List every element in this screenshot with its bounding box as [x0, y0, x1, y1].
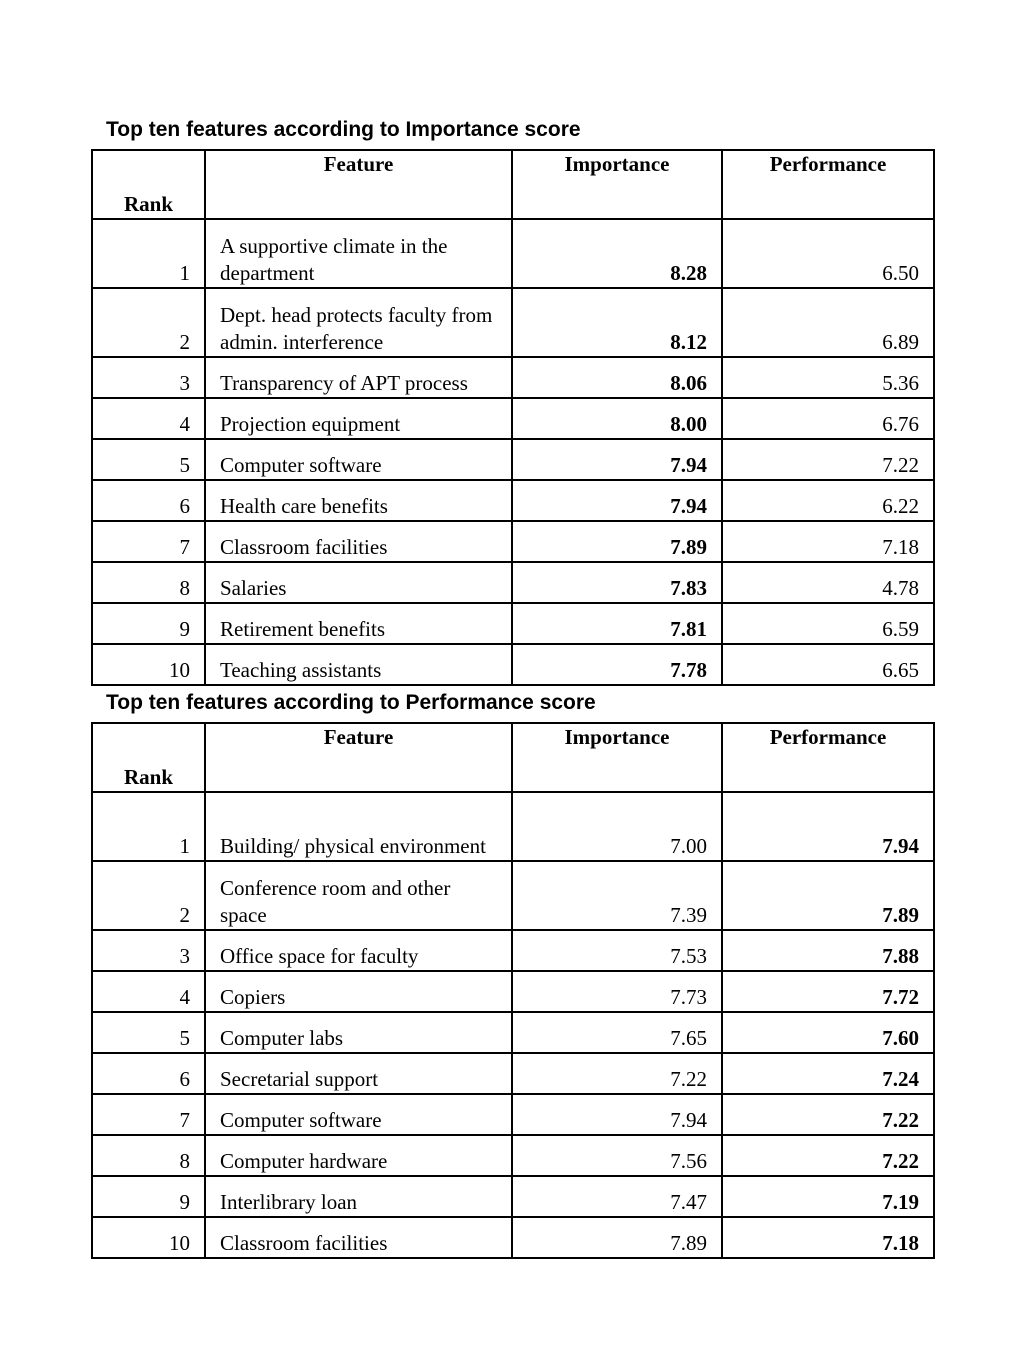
table-row: [92, 930, 934, 971]
importance-cell: 7.47: [512, 1176, 722, 1217]
rank-cell: 10: [92, 644, 205, 685]
rank-cell: 5: [92, 1012, 205, 1053]
rank-cell: 3: [92, 930, 205, 971]
performance-cell: 7.18: [722, 521, 934, 562]
importance-cell: 7.94: [512, 439, 722, 480]
rank-cell: 9: [92, 1176, 205, 1217]
performance-cell: 6.22: [722, 480, 934, 521]
performance-cell: 7.22: [722, 439, 934, 480]
importance-column-header: Importance: [512, 150, 722, 219]
feature-cell: Computer software: [205, 439, 512, 480]
rank-cell: 7: [92, 1094, 205, 1135]
performance-cell: 7.72: [722, 971, 934, 1012]
rank-cell: 5: [92, 439, 205, 480]
importance-table-title: Top ten features according to Importance score: [106, 118, 581, 141]
rank-cell: 8: [92, 562, 205, 603]
performance-column-header: Performance: [722, 723, 934, 792]
rank-cell: 8: [92, 1135, 205, 1176]
importance-column-header: Importance: [512, 723, 722, 792]
importance-cell: 7.89: [512, 521, 722, 562]
performance-cell: 7.89: [722, 861, 934, 930]
rank-cell: 7: [92, 521, 205, 562]
table-row: [92, 1094, 934, 1135]
feature-cell: Teaching assistants: [205, 644, 512, 685]
table-row: [92, 562, 934, 603]
importance-cell: 7.83: [512, 562, 722, 603]
importance-cell: 8.28: [512, 219, 722, 288]
table-row: [92, 792, 934, 861]
feature-cell: A supportive climate in the department: [205, 219, 512, 288]
table-row: [92, 861, 934, 930]
performance-cell: 7.22: [722, 1135, 934, 1176]
table-row: [92, 1176, 934, 1217]
table-row: [92, 971, 934, 1012]
importance-cell: 7.89: [512, 1217, 722, 1258]
performance-column-header: Performance: [722, 150, 934, 219]
feature-cell: Transparency of APT process: [205, 357, 512, 398]
importance-cell: 7.94: [512, 1094, 722, 1135]
importance-ranking-table: [91, 149, 935, 686]
importance-cell: 7.73: [512, 971, 722, 1012]
feature-cell: Interlibrary loan: [205, 1176, 512, 1217]
performance-cell: 6.89: [722, 288, 934, 357]
importance-cell: 7.65: [512, 1012, 722, 1053]
importance-cell: 7.53: [512, 930, 722, 971]
feature-cell: Health care benefits: [205, 480, 512, 521]
performance-cell: 7.88: [722, 930, 934, 971]
performance-ranking-table: [91, 722, 935, 1259]
rank-cell: 6: [92, 1053, 205, 1094]
importance-cell: 7.39: [512, 861, 722, 930]
feature-cell: Retirement benefits: [205, 603, 512, 644]
feature-cell: Classroom facilities: [205, 521, 512, 562]
feature-column-header: Feature: [205, 150, 512, 219]
feature-cell: Computer hardware: [205, 1135, 512, 1176]
importance-cell: 7.00: [512, 792, 722, 861]
rank-cell: 1: [92, 792, 205, 861]
performance-cell: 7.24: [722, 1053, 934, 1094]
rank-cell: 9: [92, 603, 205, 644]
importance-cell: 7.78: [512, 644, 722, 685]
feature-cell: Computer software: [205, 1094, 512, 1135]
performance-cell: 6.59: [722, 603, 934, 644]
performance-cell: 6.76: [722, 398, 934, 439]
rank-cell: 10: [92, 1217, 205, 1258]
table-row: [92, 288, 934, 357]
feature-cell: Classroom facilities: [205, 1217, 512, 1258]
table-row: [92, 219, 934, 288]
rank-cell: 6: [92, 480, 205, 521]
importance-cell: 7.81: [512, 603, 722, 644]
rank-cell: 2: [92, 288, 205, 357]
rank-cell: 2: [92, 861, 205, 930]
performance-table-title: Top ten features according to Performance score: [106, 691, 596, 714]
table-row: [92, 480, 934, 521]
rank-cell: 3: [92, 357, 205, 398]
feature-cell: Building/ physical environment: [205, 792, 512, 861]
importance-cell: 8.12: [512, 288, 722, 357]
performance-cell: 5.36: [722, 357, 934, 398]
feature-cell: Projection equipment: [205, 398, 512, 439]
rank-column-header: Rank: [92, 150, 205, 219]
importance-cell: 8.06: [512, 357, 722, 398]
table-row: [92, 1135, 934, 1176]
rank-column-header: Rank: [92, 723, 205, 792]
performance-cell: 7.19: [722, 1176, 934, 1217]
rank-cell: 4: [92, 971, 205, 1012]
table-header-row: [92, 723, 934, 792]
performance-cell: 7.18: [722, 1217, 934, 1258]
table-row: [92, 521, 934, 562]
performance-cell: 4.78: [722, 562, 934, 603]
performance-cell: 6.65: [722, 644, 934, 685]
table-row: [92, 1053, 934, 1094]
performance-cell: 7.94: [722, 792, 934, 861]
table-row: [92, 1012, 934, 1053]
performance-cell: 6.50: [722, 219, 934, 288]
table-row: [92, 357, 934, 398]
table-row: [92, 603, 934, 644]
feature-cell: Copiers: [205, 971, 512, 1012]
feature-cell: Dept. head protects faculty from admin. interference: [205, 288, 512, 357]
table-header-row: [92, 150, 934, 219]
importance-cell: 8.00: [512, 398, 722, 439]
importance-cell: 7.56: [512, 1135, 722, 1176]
feature-cell: Office space for faculty: [205, 930, 512, 971]
rank-cell: 4: [92, 398, 205, 439]
rank-cell: 1: [92, 219, 205, 288]
feature-cell: Conference room and other space: [205, 861, 512, 930]
importance-cell: 7.94: [512, 480, 722, 521]
importance-cell: 7.22: [512, 1053, 722, 1094]
table-row: [92, 398, 934, 439]
table-row: [92, 439, 934, 480]
performance-cell: 7.22: [722, 1094, 934, 1135]
table-row: [92, 1217, 934, 1258]
performance-cell: 7.60: [722, 1012, 934, 1053]
feature-cell: Secretarial support: [205, 1053, 512, 1094]
feature-cell: Salaries: [205, 562, 512, 603]
feature-cell: Computer labs: [205, 1012, 512, 1053]
table-row: [92, 644, 934, 685]
feature-column-header: Feature: [205, 723, 512, 792]
